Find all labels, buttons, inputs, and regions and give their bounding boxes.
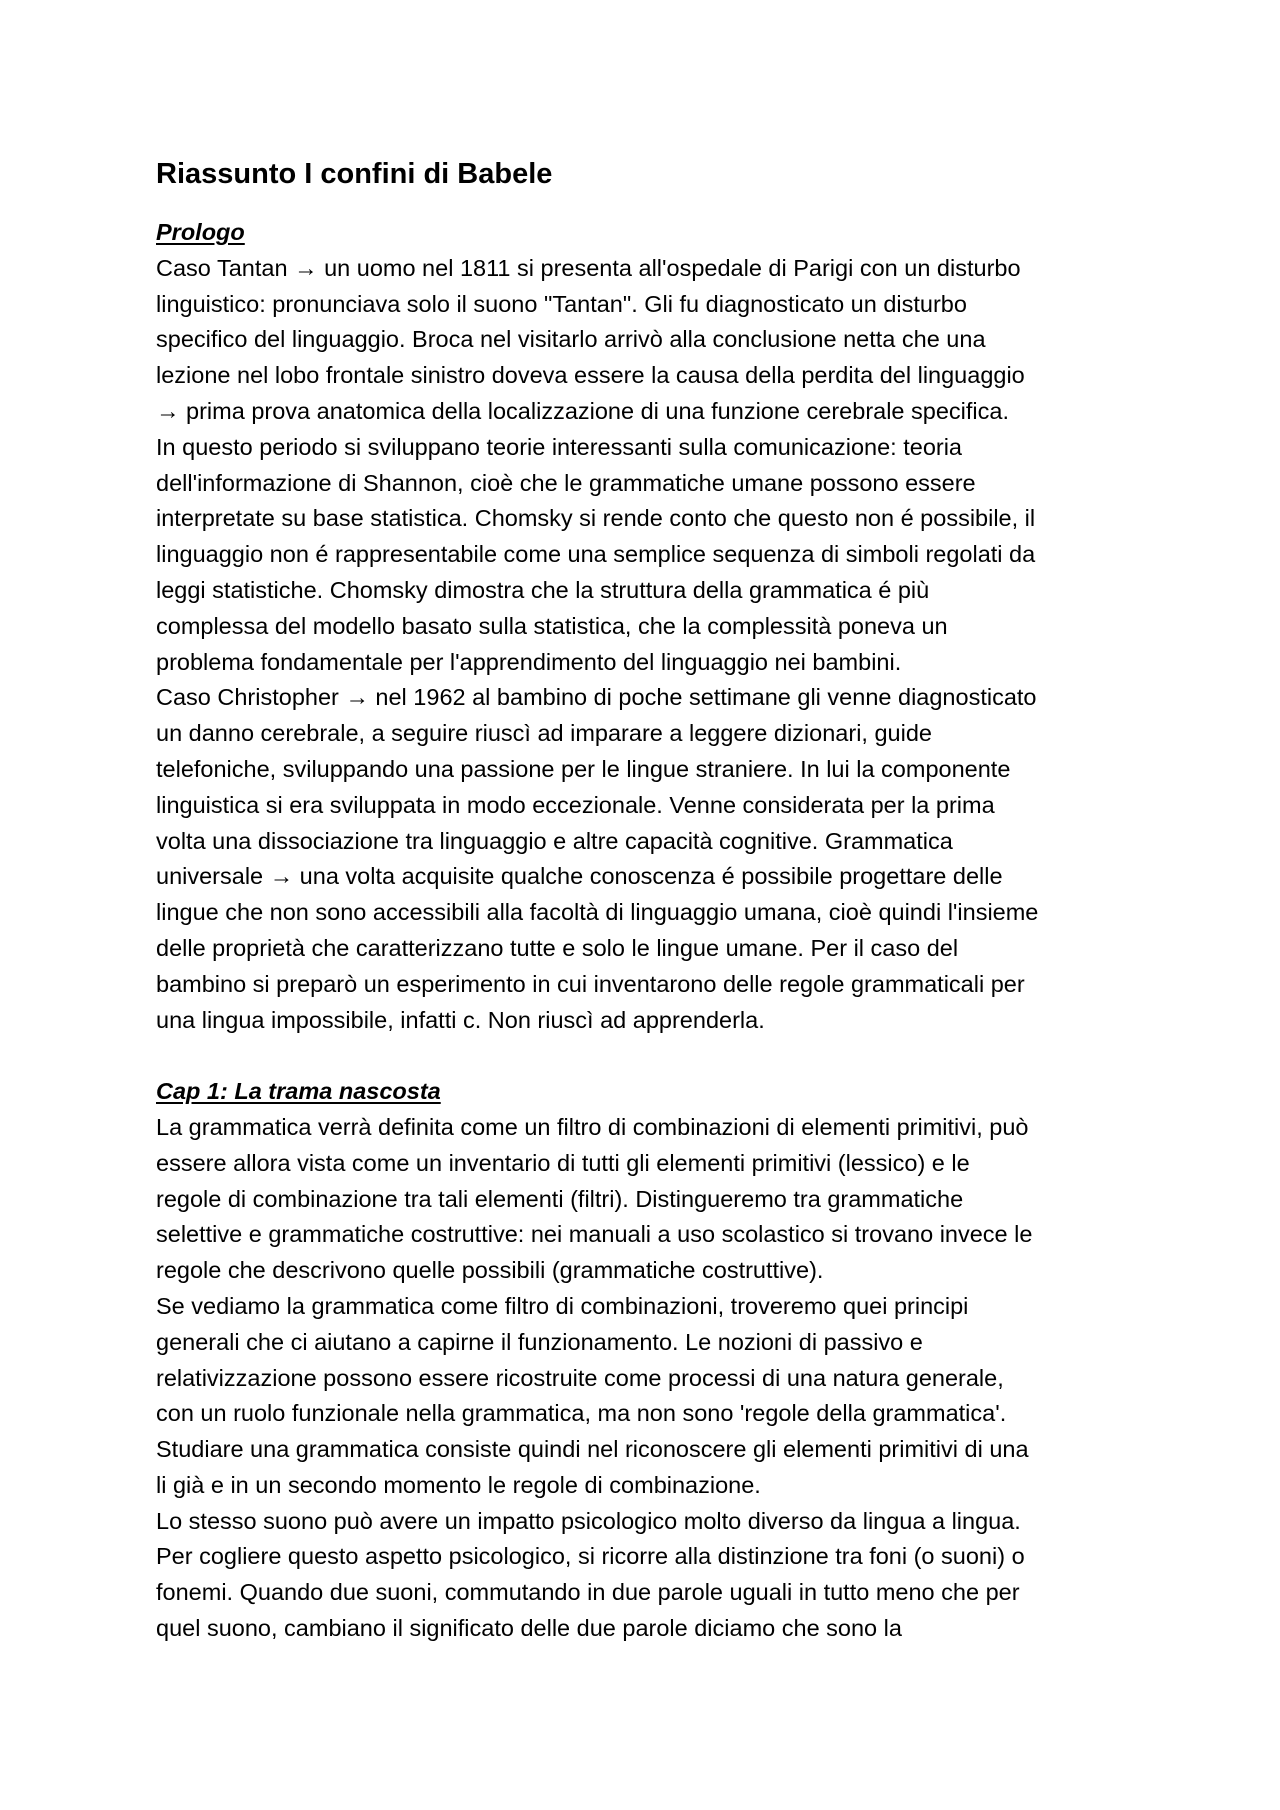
text-line: interpretate su base statistica. Chomsky si rende conto che questo non é possibile, il [156,505,1036,532]
paragraph-caso-christopher [156,680,1146,1038]
section-gap [156,1038,1146,1074]
section-heading-prologo: Prologo [156,219,245,245]
text-line: delle proprietà che caratterizzano tutte e solo le lingue umane. Per il caso del [156,934,959,961]
text-line: specifico del linguaggio. Broca nel visitarlo arrivò alla conclusione netta che una [156,326,986,353]
section-heading-cap-1: Cap 1: La trama nascosta [156,1078,441,1105]
text-line: universale → una volta acquisite qualche conoscenza é possibile progettare delle [156,863,1003,890]
text-line: complessa del modello basato sulla statistica, che la complessità poneva un [156,612,948,639]
paragraph-principi-generali [156,1289,1146,1504]
text-line: In questo periodo si sviluppano teorie interessanti sulla comunicazione: teoria [156,433,962,460]
text-line: Studiare una grammatica consiste quindi nel riconoscere gli elementi primitivi di una [156,1436,1029,1463]
text-line: fonemi. Quando due suoni, commutando in due parole uguali in tutto meno che per [156,1579,1020,1606]
section-cap-1 [156,1074,1146,1647]
text-line: linguistico: pronunciava solo il suono "Tantan". Gli fu diagnosticato un disturbo [156,290,967,317]
document-title: Riassunto I confini di Babele [156,158,553,190]
text-line: selettive e grammatiche costruttive: nei manuali a uso scolastico si trovano invece le [156,1221,1033,1248]
text-line: Caso Christopher → nel 1962 al bambino di poche settimane gli venne diagnosticato [156,684,1037,711]
text-line: volta una dissociazione tra linguaggio e altre capacità cognitive. Grammatica [156,827,953,854]
text-line: lezione nel lobo frontale sinistro doveva essere la causa della perdita del linguaggio [156,362,1025,389]
text-line: dell'informazione di Shannon, cioè che le grammatiche umane possono essere [156,469,976,496]
text-line: con un ruolo funzionale nella grammatica, ma non sono 'regole della grammatica'. [156,1400,1007,1427]
text-line: Per cogliere questo aspetto psicologico, si ricorre alla distinzione tra foni (o suoni) o [156,1543,1025,1570]
paragraph-foni-fonemi [156,1504,1146,1647]
text-line: problema fondamentale per l'apprendimento del linguaggio nei bambini. [156,648,902,675]
section-prologo [156,215,1146,1038]
text-line: generali che ci aiutano a capirne il funzionamento. Le nozioni di passivo e [156,1328,923,1355]
paragraph-caso-tantan [156,251,1146,430]
text-line: linguistica si era sviluppata in modo eccezionale. Venne considerata per la prima [156,791,995,818]
text-line: linguaggio non é rappresentabile come una semplice sequenza di simboli regolati da [156,541,1036,568]
text-line: li già e in un secondo momento le regole di combinazione. [156,1471,761,1498]
text-line: leggi statistiche. Chomsky dimostra che la struttura della grammatica é più [156,576,930,603]
text-line: Lo stesso suono può avere un impatto psicologico molto diverso da lingua a lingua. [156,1507,1021,1534]
text-line: bambino si preparò un esperimento in cui inventarono delle regole grammaticali per [156,970,1025,997]
text-line: un danno cerebrale, a seguire riuscì ad imparare a leggere dizionari, guide [156,720,932,747]
text-line: essere allora vista come un inventario di tutti gli elementi primitivi (lessico) e le [156,1149,970,1176]
document-page [156,156,1146,1647]
paragraph-grammatica-filtro [156,1110,1146,1289]
text-line: telefoniche, sviluppando una passione per le lingue straniere. In lui la componente [156,755,1011,782]
text-line: La grammatica verrà definita come un filtro di combinazioni di elementi primitivi, può [156,1113,1029,1140]
text-line: regole che descrivono quelle possibili (grammatiche costruttive). [156,1257,824,1284]
text-line: regole di combinazione tra tali elementi (filtri). Distingueremo tra grammatiche [156,1185,964,1212]
text-line: Caso Tantan → un uomo nel 1811 si presenta all'ospedale di Parigi con un disturbo [156,254,1021,281]
paragraph-shannon-chomsky [156,430,1146,681]
text-line: lingue che non sono accessibili alla facoltà di linguaggio umana, cioè quindi l'insieme [156,899,1039,926]
text-line: una lingua impossibile, infatti c. Non riuscì ad apprenderla. [156,1006,765,1033]
text-line: quel suono, cambiano il significato delle due parole diciamo che sono la [156,1615,902,1642]
text-line: → prima prova anatomica della localizzazione di una funzione cerebrale specifica. [156,397,1009,424]
text-line: Se vediamo la grammatica come filtro di combinazioni, troveremo quei principi [156,1292,969,1319]
text-line: relativizzazione possono essere ricostruite come processi di una natura generale, [156,1364,1004,1391]
